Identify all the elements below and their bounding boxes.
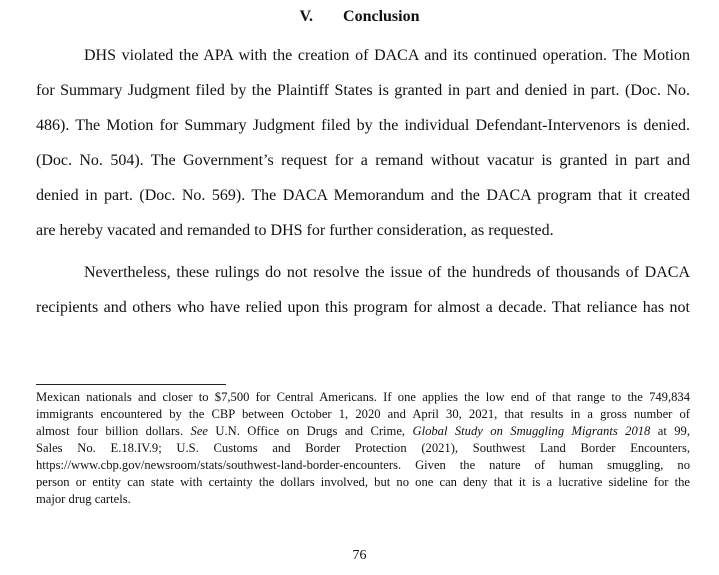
page-number: 76 [352,548,367,563]
footnote-separator [36,384,226,385]
footnote-line: person or entity can state with certainty the dollars involved, but no one can deny that it is a lucrative sideline for the [36,475,690,489]
footnote-citation-title: Global Study on Smuggling Migrants 2018 [412,424,651,438]
footnote-line: major drug cartels. [36,492,131,506]
footnote-text: U.N. Office on Drugs and Crime, [208,424,413,438]
section-number: V. [299,8,314,25]
footnote-text: almost four billion dollars. [36,424,191,438]
section-heading [0,8,719,26]
body-line: Nevertheless, these rulings do not resolve the issue of the hundreds of thousands of DACA [84,264,690,281]
body-line: for Summary Judgment filed by the Plaintiff States is granted in part and denied in part. (Doc. No. [36,82,690,99]
footnote-text: at 99, [650,424,690,438]
body-line: are hereby vacated and remanded to DHS for further consideration, as requested. [36,222,554,239]
footnote-signal: See [190,424,208,438]
body-line: denied in part. (Doc. No. 569). The DACA Memorandum and the DACA program that it created [36,187,690,204]
footnote-line [36,423,690,440]
footnote-line: https://www.cbp.gov/newsroom/stats/southwest-land-border-encounters. Given the nature of human smuggling, no [36,458,690,472]
footnote-line: immigrants encountered by the CBP between October 1, 2020 and April 30, 2021, that results in a gross number of [36,407,690,421]
body-line: DHS violated the APA with the creation of DACA and its continued operation. The Motion [84,47,690,64]
body-line: (Doc. No. 504). The Government’s request for a remand without vacatur is granted in part and [36,152,690,169]
body-line: recipients and others who have relied upon this program for almost a decade. That reliance has not [36,299,690,316]
section-title: Conclusion [343,8,420,25]
footnote-line: Sales No. E.18.IV.9; U.S. Customs and Border Protection (2021), Southwest Land Border Encounters, [36,441,690,455]
footnote-line: Mexican nationals and closer to $7,500 for Central Americans. If one applies the low end of that range to the 749,834 [36,390,690,404]
body-line: 486). The Motion for Summary Judgment filed by the individual Defendant-Intervenors is denied. [36,117,690,134]
